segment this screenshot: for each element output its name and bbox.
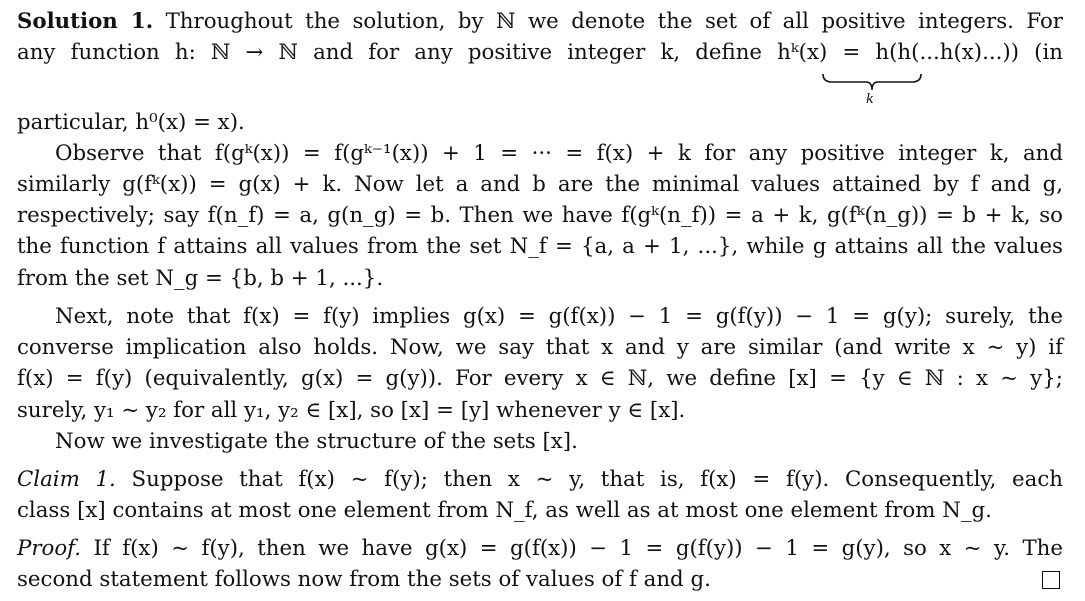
next-line-4: surely, y₁ ~ y₂ for all y₁, y₂ ∈ [x], so [x] = [y] whenever y ∈ [x]. xyxy=(17,398,686,423)
solution-heading: Solution 1. xyxy=(17,9,154,34)
proof-line-1 xyxy=(17,534,1063,564)
observe-line-3: respectively; say f(n_f) = a, g(n_g) = b. Then we have f(gᵏ(n_f)) = a + k, g(fᵏ(n_g)) = b + k, so xyxy=(17,203,1063,228)
observe-line-1: Observe that f(gᵏ(x)) = f(gᵏ⁻¹(x)) + 1 = ··· = f(x) + k for any positive integer k, and xyxy=(55,141,1063,166)
observe-line-2: similarly g(fᵏ(x)) = g(x) + k. Now let a and b are the minimal values attained by f and g, xyxy=(17,172,1063,197)
underbrace-icon xyxy=(822,72,922,94)
claim-line-1 xyxy=(17,465,1063,495)
observe-line-5: from the set N_g = {b, b + 1, ...}. xyxy=(17,266,384,291)
solution-line-3: particular, h⁰(x) = x). xyxy=(17,110,245,135)
next-line-2: converse implication also holds. Now, we say that x and y are similar (and write x ~ y) if xyxy=(17,335,1063,360)
proof-label: Proof. xyxy=(17,536,82,561)
claim-label: Claim 1. xyxy=(17,467,116,492)
proof-line-2: second statement follows now from the sets of values of f and g. xyxy=(17,567,711,592)
claim-line-2: class [x] contains at most one element from N_f, as well as at most one element from N_g. xyxy=(17,498,992,523)
proof-text-1: If f(x) ~ f(y), then we have g(x) = g(f(x)) − 1 = g(f(y)) − 1 = g(y), so x ~ y. The xyxy=(93,536,1063,561)
solution-text-1: Throughout the solution, by ℕ we denote the set of all positive integers. For xyxy=(165,9,1063,34)
next-line-3: f(x) = f(y) (equivalently, g(x) = g(y)). For every x ∈ ℕ, we define [x] = {y ∈ ℕ : x ~ y}; xyxy=(17,366,1063,391)
qed-box-icon xyxy=(1042,571,1060,589)
observe-line-4: the function f attains all values from the set N_f = {a, a + 1, ...}, while g attains all the values xyxy=(17,234,1063,259)
investigate-line: Now we investigate the structure of the sets [x]. xyxy=(55,429,578,454)
claim-text-1: Suppose that f(x) ~ f(y); then x ~ y, that is, f(x) = f(y). Consequently, each xyxy=(131,467,1063,492)
solution-line-2: any function h: ℕ → ℕ and for any positive integer k, define hᵏ(x) = h(h(...h(x)...)) (in xyxy=(17,40,1063,65)
underbrace-label: k xyxy=(866,92,874,107)
next-line-1: Next, note that f(x) = f(y) implies g(x) = g(f(x)) − 1 = g(f(y)) − 1 = g(y); surely, the xyxy=(55,304,1063,329)
solution-line-1 xyxy=(17,7,1063,37)
